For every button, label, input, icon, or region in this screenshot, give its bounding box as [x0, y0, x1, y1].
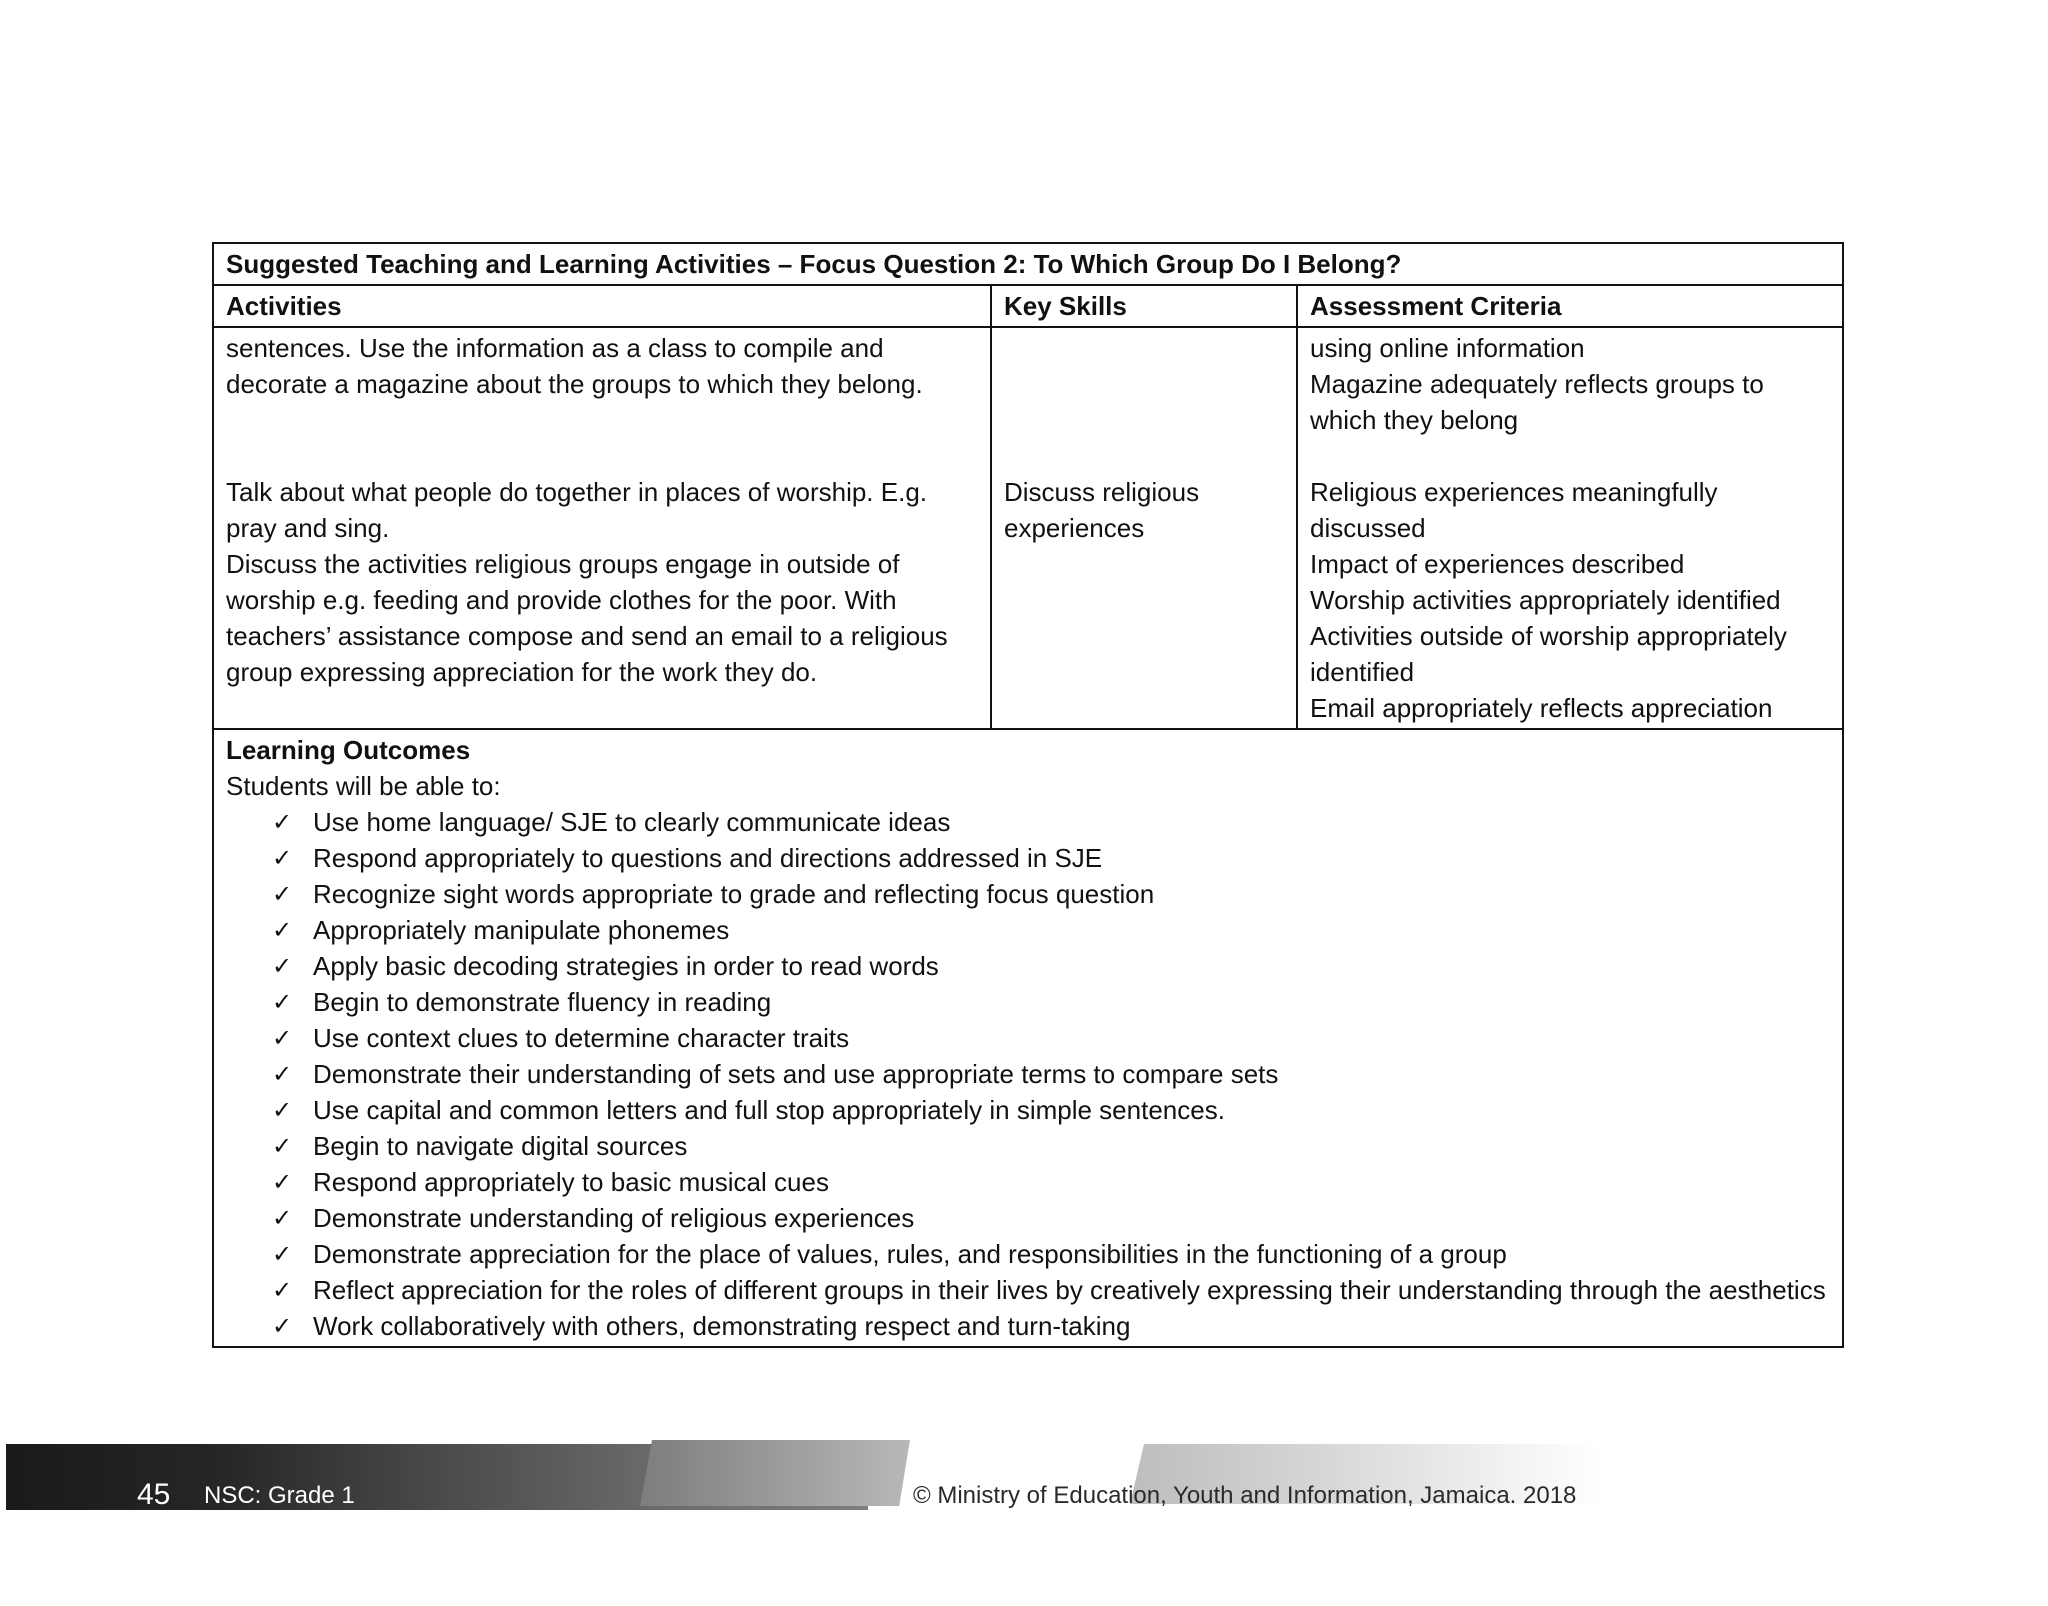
activities-table [212, 242, 1844, 1348]
list-item [226, 1272, 1830, 1308]
list-item [226, 1308, 1830, 1344]
outcome-text: Use capital and common letters and full stop appropriately in simple sentences. [313, 1095, 1225, 1125]
list-item [226, 876, 1830, 912]
checkmark-icon: ✓ [272, 1204, 293, 1232]
outcome-text: Use home language/ SJE to clearly communicate ideas [313, 807, 951, 837]
list-item [226, 984, 1830, 1020]
assessment-cell [1297, 327, 1843, 729]
list-item [226, 948, 1830, 984]
table-header-row [213, 285, 1843, 327]
list-item [226, 804, 1830, 840]
checkmark-icon: ✓ [272, 880, 293, 908]
learning-outcomes-row [213, 729, 1843, 1347]
list-item [226, 912, 1830, 948]
grade-label: NSC: Grade 1 [204, 1482, 355, 1509]
page-footer [0, 1440, 2048, 1512]
list-item [226, 840, 1830, 876]
outcome-text: Apply basic decoding strategies in order to read words [313, 951, 939, 981]
learning-outcomes-list [226, 804, 1830, 1344]
outcome-text: Respond appropriately to questions and directions addressed in SJE [313, 843, 1103, 873]
assessment-text: Religious experiences meaningfully discussed Impact of experiences described Worship activities appropriately identified Activities outside of worship appropriately identified Email appropriately reflects appreciation [1310, 477, 1787, 723]
checkmark-icon: ✓ [272, 1312, 293, 1340]
list-item [226, 1164, 1830, 1200]
outcome-text: Respond appropriately to basic musical cues [313, 1167, 829, 1197]
header-activities: Activities [213, 285, 991, 327]
activities-text: Talk about what people do together in places of worship. E.g. pray and sing. Discuss the activities religious groups engage in outside of worship e.g. feeding and provide clothes for the poor. With teachers’ assistance compose and send an email to a religious group expressing appreciation for the work they do. [226, 477, 948, 687]
header-key-skills: Key Skills [991, 285, 1297, 327]
footer-notch-shape [640, 1440, 910, 1506]
key-skills-cell [991, 327, 1297, 729]
outcome-text: Demonstrate understanding of religious experiences [313, 1203, 915, 1233]
list-item [226, 1056, 1830, 1092]
checkmark-icon: ✓ [272, 916, 293, 944]
outcome-text: Work collaboratively with others, demonstrating respect and turn-taking [313, 1311, 1131, 1341]
checkmark-icon: ✓ [272, 1168, 293, 1196]
outcome-text: Appropriately manipulate phonemes [313, 915, 730, 945]
table-row [213, 327, 1843, 729]
header-assessment-criteria: Assessment Criteria [1297, 285, 1843, 327]
outcome-text: Reflect appreciation for the roles of different groups in their lives by creatively expressing their understanding through the aesthetics [313, 1275, 1826, 1305]
list-item [226, 1200, 1830, 1236]
outcome-text: Demonstrate appreciation for the place of values, rules, and responsibilities in the functioning of a group [313, 1239, 1507, 1269]
key-skills-text: Discuss religious experiences [1004, 477, 1200, 543]
list-item [226, 1020, 1830, 1056]
checkmark-icon: ✓ [272, 1024, 293, 1052]
learning-outcomes-intro: Students will be able to: [226, 771, 501, 801]
table-title: Suggested Teaching and Learning Activities – Focus Question 2: To Which Group Do I Belong? [213, 243, 1843, 285]
list-item [226, 1128, 1830, 1164]
checkmark-icon: ✓ [272, 988, 293, 1016]
assessment-text: using online information Magazine adequately reflects groups to which they belong [1310, 333, 1764, 435]
list-item [226, 1092, 1830, 1128]
outcome-text: Recognize sight words appropriate to grade and reflecting focus question [313, 879, 1155, 909]
activities-text: sentences. Use the information as a class to compile and decorate a magazine about the groups to which they belong. [226, 333, 923, 399]
learning-outcomes-cell [213, 729, 1843, 1347]
outcome-text: Begin to navigate digital sources [313, 1131, 688, 1161]
list-item [226, 1236, 1830, 1272]
page-number: 45 [137, 1478, 171, 1511]
checkmark-icon: ✓ [272, 952, 293, 980]
checkmark-icon: ✓ [272, 844, 293, 872]
checkmark-icon: ✓ [272, 1276, 293, 1304]
table-title-row [213, 243, 1843, 285]
checkmark-icon: ✓ [272, 1060, 293, 1088]
checkmark-icon: ✓ [272, 1240, 293, 1268]
activities-cell [213, 327, 991, 729]
learning-outcomes-title: Learning Outcomes [226, 735, 471, 765]
copyright-notice: © Ministry of Education, Youth and Information, Jamaica. 2018 [913, 1482, 1577, 1509]
checkmark-icon: ✓ [272, 1096, 293, 1124]
outcome-text: Use context clues to determine character traits [313, 1023, 850, 1053]
outcome-text: Demonstrate their understanding of sets and use appropriate terms to compare sets [313, 1059, 1279, 1089]
checkmark-icon: ✓ [272, 808, 293, 836]
checkmark-icon: ✓ [272, 1132, 293, 1160]
outcome-text: Begin to demonstrate fluency in reading [313, 987, 772, 1017]
